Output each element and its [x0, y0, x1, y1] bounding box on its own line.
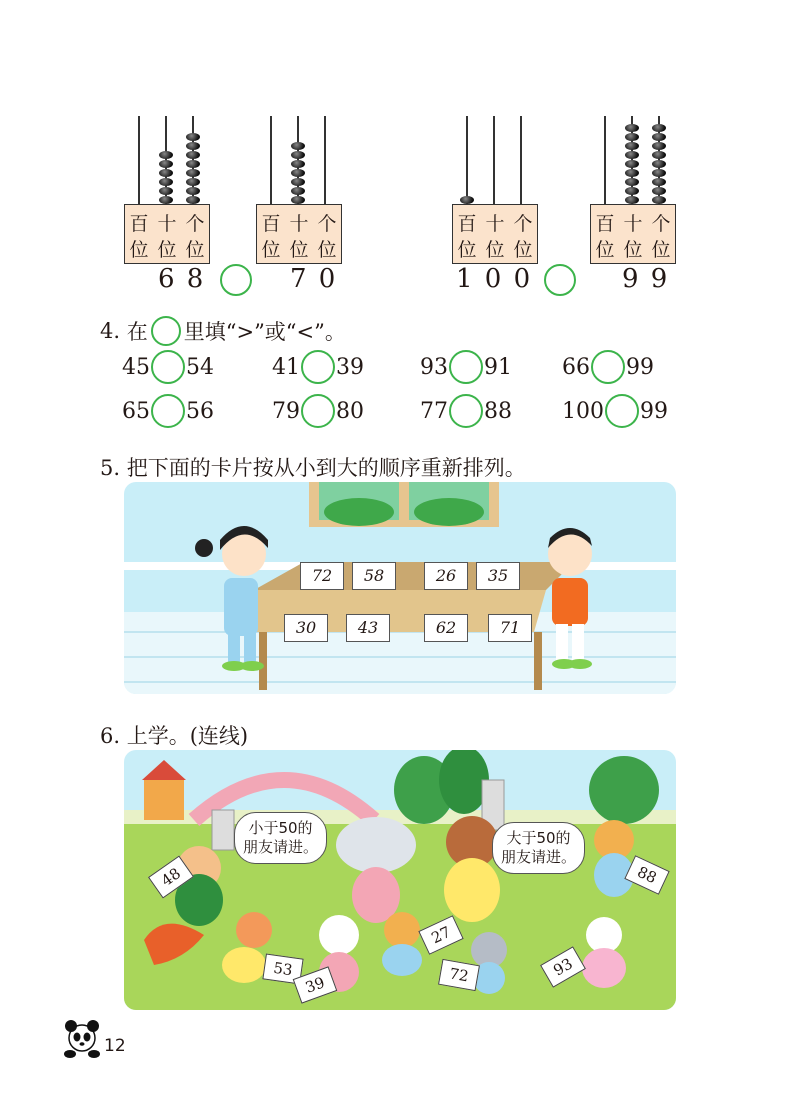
- classroom-scene: [124, 482, 676, 694]
- number-card[interactable]: 30: [284, 614, 328, 642]
- number-sign[interactable]: 72: [438, 959, 480, 991]
- question-6-title: 6. 上学。(连线): [100, 724, 249, 748]
- compare-item: 65 56: [122, 394, 214, 428]
- classroom-illustration: [124, 482, 676, 694]
- number-sign[interactable]: 27: [418, 915, 463, 955]
- speech-bubble-right: 大于50的 朋友请进。: [492, 822, 585, 874]
- number-99: 9 9: [622, 264, 670, 294]
- answer-circle[interactable]: [449, 394, 483, 428]
- tens-beads: [291, 141, 305, 204]
- abacus-base: 百 十 个 位 位 位: [256, 204, 342, 264]
- panda-icon: [62, 1016, 102, 1060]
- tens-beads: [625, 123, 639, 204]
- ones-beads: [186, 132, 200, 204]
- abacus-base: 百 十 个 位 位 位: [124, 204, 210, 264]
- abacus-base: 百 十 个 位 位 位: [452, 204, 538, 264]
- abacus-68: [124, 116, 210, 266]
- number-sign[interactable]: 48: [148, 855, 194, 898]
- number-sign[interactable]: 53: [262, 953, 303, 984]
- number-70: 7 0: [290, 264, 338, 294]
- speech-bubble-left: 小于50的 朋友请进。: [234, 812, 327, 864]
- answer-circle[interactable]: [151, 350, 185, 384]
- answer-circle[interactable]: [151, 394, 185, 428]
- compare-item: 93 91: [420, 350, 512, 384]
- number-card[interactable]: 58: [352, 562, 396, 590]
- number-sign[interactable]: 88: [624, 855, 669, 895]
- compare-item: 79 80: [272, 394, 364, 428]
- answer-circle[interactable]: [220, 264, 252, 296]
- page-number: 12: [104, 1036, 126, 1056]
- number-card[interactable]: 62: [424, 614, 468, 642]
- tens-beads: [159, 150, 173, 204]
- abacus-base: 百 十 个 位 位 位: [590, 204, 676, 264]
- answer-circle[interactable]: [301, 350, 335, 384]
- ones-beads: [652, 123, 666, 204]
- question-5-title: 5. 把下面的卡片按从小到大的顺序重新排列。: [100, 456, 526, 480]
- number-sign[interactable]: 93: [540, 946, 586, 988]
- compare-item: 41 39: [272, 350, 364, 384]
- number-100: 1 0 0: [456, 264, 533, 294]
- number-68: 6 8: [158, 264, 206, 294]
- compare-item: 45 54: [122, 350, 214, 384]
- circle-symbol-icon: [151, 316, 181, 346]
- compare-item: 100 99: [562, 394, 668, 428]
- answer-circle[interactable]: [301, 394, 335, 428]
- answer-circle[interactable]: [605, 394, 639, 428]
- number-sign[interactable]: 39: [293, 966, 338, 1003]
- abacus-70: [256, 116, 342, 266]
- abacus-100: [452, 116, 538, 266]
- school-gate-scene: [124, 750, 676, 1010]
- answer-circle[interactable]: [449, 350, 483, 384]
- compare-item: 66 99: [562, 350, 654, 384]
- question-4-title: 4. 在 里填“>”或“<”。: [100, 316, 346, 346]
- answer-circle[interactable]: [591, 350, 625, 384]
- number-card[interactable]: 71: [488, 614, 532, 642]
- number-card[interactable]: 35: [476, 562, 520, 590]
- compare-item: 77 88: [420, 394, 512, 428]
- answer-circle[interactable]: [544, 264, 576, 296]
- number-card[interactable]: 43: [346, 614, 390, 642]
- abacus-99: [590, 116, 676, 266]
- hundreds-beads: [460, 195, 474, 204]
- number-card[interactable]: 72: [300, 562, 344, 590]
- number-card[interactable]: 26: [424, 562, 468, 590]
- school-gate-illustration: [124, 750, 676, 1010]
